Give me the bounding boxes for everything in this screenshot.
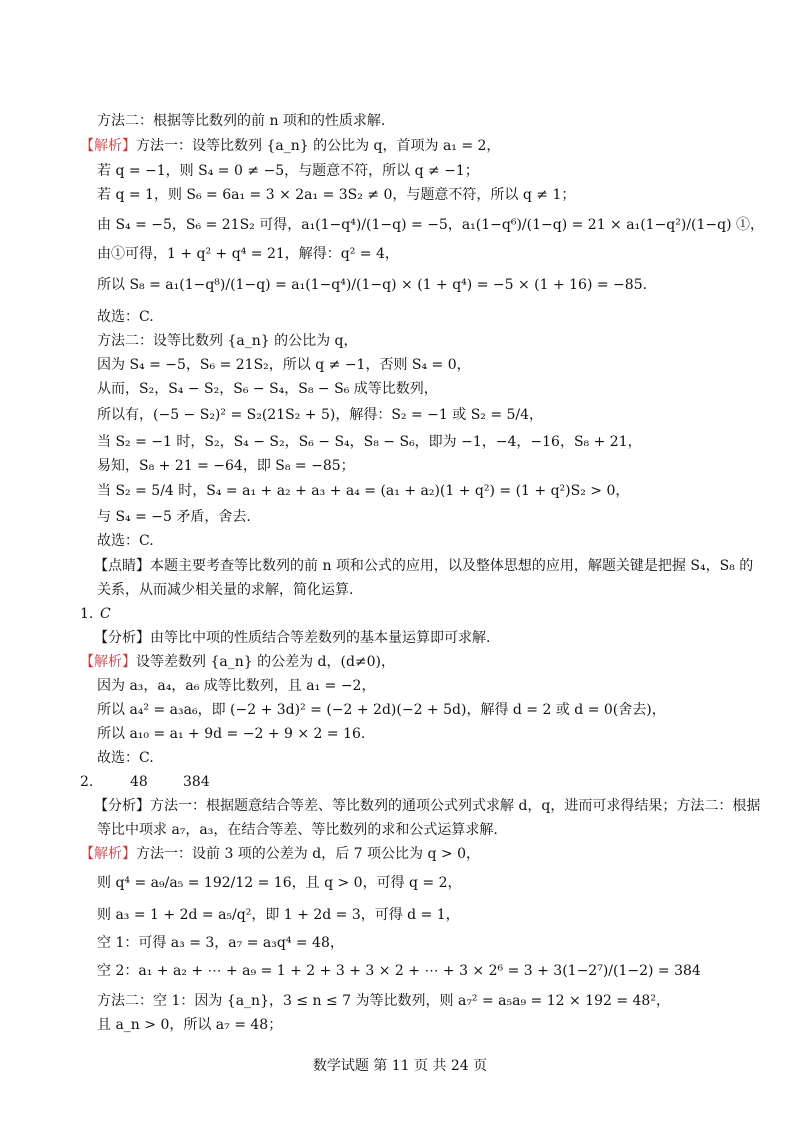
answer-blank-2: 384 bbox=[183, 774, 210, 790]
question-number: 2. bbox=[80, 774, 94, 790]
text-line: 方法二：空 1：因为 {a_n}，3 ≤ n ≤ 7 为等比数列，则 a₇² = a₅a₉ = 12 × 192 = 48²， bbox=[97, 993, 670, 1009]
text-line: 等比中项求 a₇，a₃，在结合等差、等比数列的求和公式运算求解. bbox=[97, 822, 498, 838]
text-line: 从而，S₂，S₄ − S₂，S₆ − S₄，S₈ − S₆ 成等比数列， bbox=[97, 381, 438, 397]
text-line: 故选：C. bbox=[97, 533, 154, 549]
text-line: 关系，从而减少相关量的求解，简化运算. bbox=[97, 582, 354, 598]
fenxi-line bbox=[94, 797, 760, 815]
text-line: 若 q = −1，则 S₄ = 0 ≠ −5，与题意不符，所以 q ≠ −1； bbox=[97, 163, 479, 179]
text-line: 与 S₄ = −5 矛盾，舍去. bbox=[97, 509, 251, 525]
fenxi-tag: 【分析】 bbox=[94, 630, 150, 646]
dianjing-tag: 【点睛】 bbox=[94, 558, 150, 574]
formula-line: 则 q⁴ = a₉/a₅ = 192/12 = 16，且 q > 0，可得 q = 2， bbox=[97, 875, 462, 891]
text-line: 若 q = 1，则 S₆ = 6a₁ = 3 × 2a₁ = 3S₂ ≠ 0，与题意不符，所以 q ≠ 1； bbox=[97, 187, 576, 203]
text-line: 方法一：设前 3 项的公差为 d，后 7 项公比为 q > 0， bbox=[136, 846, 480, 862]
formula-line: 由 S₄ = −5，S₆ = 21S₂ 可得，a₁(1−q⁴)/(1−q) = −5，a₁(1−q⁶)/(1−q) = 21 × a₁(1−q²)/(1−q) ①， bbox=[97, 217, 765, 233]
text-line: 方法一：根据题意结合等差、等比数列的通项公式列式求解 d，q，进而可求得结果；方法二：根据 bbox=[150, 798, 761, 814]
formula-line: 所以 S₈ = a₁(1−q⁸)/(1−q) = a₁(1−q⁴)/(1−q) × (1 + q⁴) = −5 × (1 + 16) = −85. bbox=[97, 277, 648, 293]
text-line: 方法一：设等比数列 {a_n} 的公比为 q，首项为 a₁ = 2， bbox=[136, 138, 501, 154]
text-line: 方法二：根据等比数列的前 n 项和的性质求解. bbox=[97, 113, 386, 129]
analysis-tag: 【解析】 bbox=[80, 654, 136, 670]
dianjing-line bbox=[94, 557, 753, 575]
text-line: 所以 a₁₀ = a₁ + 9d = −2 + 9 × 2 = 16. bbox=[97, 726, 366, 742]
analysis-tag: 【解析】 bbox=[80, 138, 136, 154]
text-line: 设等差数列 {a_n} 的公差为 d，(d≠0)， bbox=[136, 654, 396, 670]
text-line: 本题主要考查等比数列的前 n 项和公式的应用，以及整体思想的应用，解题关键是把握 S₄，S₈ 的 bbox=[150, 558, 754, 574]
text-line: 方法二：设等比数列 {a_n} 的公比为 q， bbox=[97, 333, 358, 349]
formula-line: 所以有，(−5 − S₂)² = S₂(21S₂ + 5)，解得：S₂ = −1 或 S₂ = 5/4， bbox=[97, 407, 544, 423]
text-line: 故选：C. bbox=[97, 750, 154, 766]
page-footer: 数学试题 第 11 页 共 24 页 bbox=[312, 1058, 488, 1074]
analysis-line bbox=[80, 653, 395, 671]
formula-line: 则 a₃ = 1 + 2d = a₅/q²，即 1 + 2d = 3，可得 d = 1， bbox=[97, 907, 460, 923]
text-line: 且 a_n > 0，所以 a₇ = 48； bbox=[97, 1017, 283, 1033]
formula-line: 当 S₂ = 5/4 时，S₄ = a₁ + a₂ + a₃ + a₄ = (a₁ + a₂)(1 + q²) = (1 + q²)S₂ > 0， bbox=[97, 483, 630, 499]
formula-line: 空 2：a₁ + a₂ + ⋯ + a₉ = 1 + 2 + 3 + 3 × 2 + ⋯ + 3 × 2⁶ = 3 + 3(1−2⁷)/(1−2) = 384 bbox=[97, 963, 701, 979]
fenxi-tag: 【分析】 bbox=[94, 798, 150, 814]
answer-text: C bbox=[100, 606, 111, 622]
analysis-tag: 【解析】 bbox=[80, 846, 136, 862]
answer-blank-1: 48 bbox=[130, 774, 148, 790]
text-line: 易知，S₈ + 21 = −64，即 S₈ = −85； bbox=[97, 458, 355, 474]
text-line: 故选：C. bbox=[97, 309, 154, 325]
text-line: 当 S₂ = −1 时，S₂，S₄ − S₂，S₆ − S₄，S₈ − S₆，即为 −1，−4，−16，S₈ + 21， bbox=[97, 434, 642, 450]
fenxi-line bbox=[94, 629, 490, 647]
question-number: 1. bbox=[80, 606, 94, 622]
formula-line: 所以 a₄² = a₃a₆，即 (−2 + 3d)² = (−2 + 2d)(−2 + 5d)，解得 d = 2 或 d = 0(舍去)， bbox=[97, 702, 666, 718]
text-line: 因为 a₃，a₄，a₆ 成等比数列，且 a₁ = −2， bbox=[97, 678, 376, 694]
text-line: 由①可得，1 + q² + q⁴ = 21，解得：q² = 4， bbox=[97, 246, 399, 262]
text-line: 因为 S₄ = −5，S₆ = 21S₂，所以 q ≠ −1，否则 S₄ = 0， bbox=[97, 357, 471, 373]
analysis-line bbox=[80, 845, 480, 863]
analysis-line bbox=[80, 137, 500, 155]
text-line: 由等比中项的性质结合等差数列的基本量运算即可求解. bbox=[150, 630, 491, 646]
text-line: 空 1：可得 a₃ = 3，a₇ = a₃q⁴ = 48， bbox=[97, 935, 344, 951]
